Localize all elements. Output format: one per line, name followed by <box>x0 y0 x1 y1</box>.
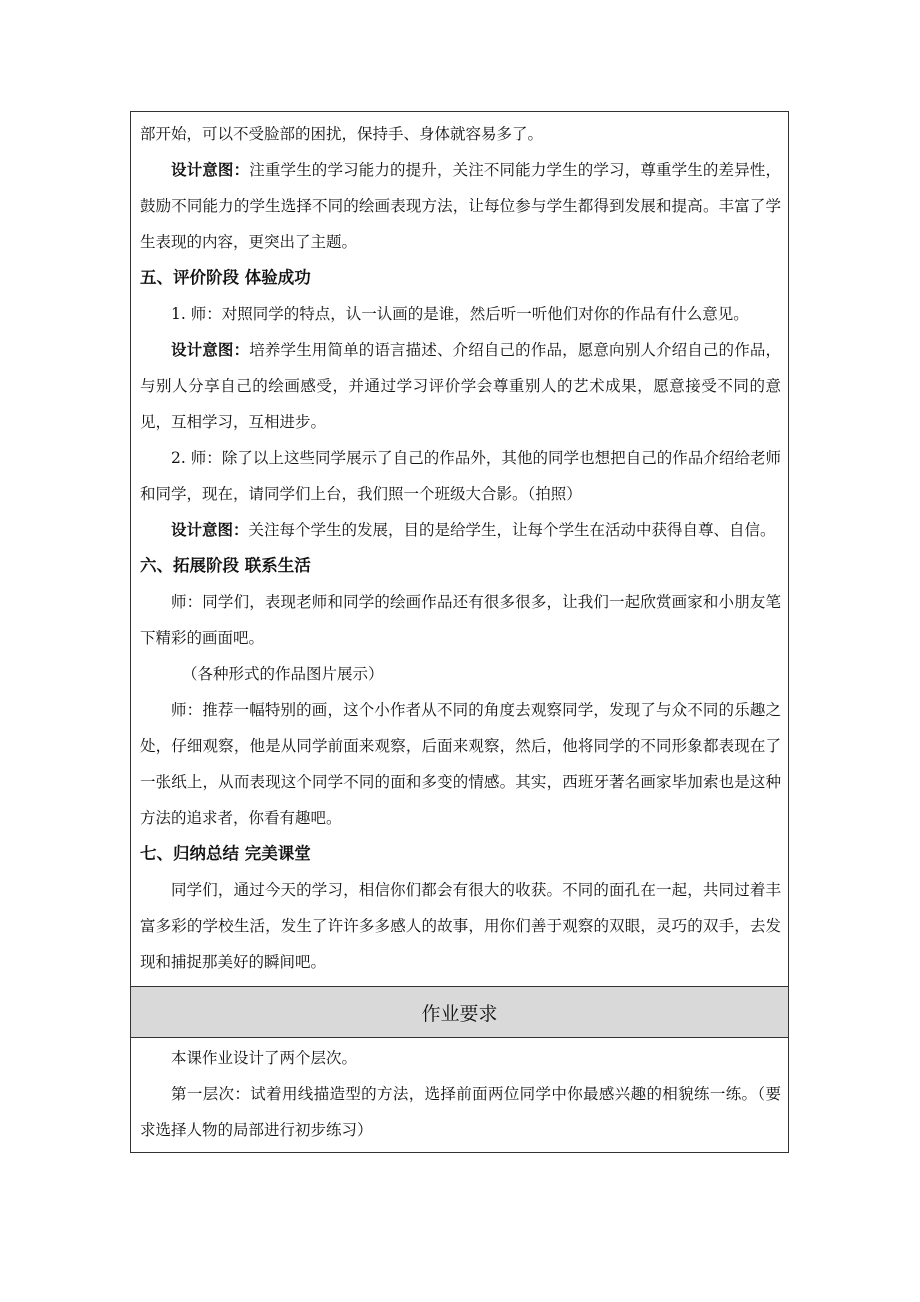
design-intent-label: 设计意图： <box>171 521 249 539</box>
design-intent-paragraph <box>140 152 781 260</box>
homework-title: 作业要求 <box>421 1002 498 1025</box>
paragraph: 同学们，通过今天的学习，相信你们都会有很大的收获。不同的面孔在一起，共同过着丰富多彩的学校生活，发生了许许多多感人的故事，用你们善于观察的双眼，灵巧的双手，去发现和捕捉那美好的瞬间吧。 <box>140 881 781 971</box>
paragraph: 部开始，可以不受脸部的困扰，保持手、身体就容易多了。 <box>140 125 544 143</box>
homework-content-cell <box>131 1038 788 1152</box>
design-intent-paragraph <box>140 512 781 548</box>
design-intent-label: 设计意图： <box>171 161 250 179</box>
design-intent-text: 注重学生的学习能力的提升，关注不同能力学生的学习，尊重学生的差异性，鼓励不同能力的学生选择不同的绘画表现方法，让每位参与学生都得到发展和提高。丰富了学生表现的内容，更突出了主题。 <box>140 161 781 251</box>
design-intent-text: 关注每个学生的发展，目的是给学生，让每个学生在活动中获得自尊、自信。 <box>248 521 776 539</box>
paragraph: 1. 师：对照同学的特点，认一认画的是谁，然后听一听他们对你的作品有什么意见。 <box>171 305 749 323</box>
section-heading-6: 六、拓展阶段 联系生活 <box>140 556 311 575</box>
homework-header <box>131 986 788 1038</box>
lesson-plan-table <box>130 111 789 1153</box>
paragraph: （各种形式的作品图片展示） <box>182 665 384 683</box>
section-heading-5: 五、评价阶段 体验成功 <box>140 268 311 287</box>
paragraph: 2. 师：除了以上这些同学展示了自己的作品外，其他的同学也想把自己的作品介绍给老师和同学，现在，请同学们上台，我们照一个班级大合影。（拍照） <box>140 449 781 503</box>
paragraph: 第一层次：试着用线描造型的方法，选择前面两位同学中你最感兴趣的相貌练一练。（要求选择人物的局部进行初步练习） <box>140 1085 781 1139</box>
lesson-content-cell <box>131 112 788 986</box>
section-heading-7: 七、归纳总结 完美课堂 <box>140 844 311 863</box>
design-intent-text: 培养学生用简单的语言描述、介绍自己的作品，愿意向别人介绍自己的作品，与别人分享自己的绘画感受，并通过学习评价学会尊重别人的艺术成果，愿意接受不同的意见，互相学习，互相进步。 <box>140 341 781 431</box>
design-intent-label: 设计意图： <box>171 341 250 359</box>
paragraph: 师：同学们，表现老师和同学的绘画作品还有很多很多，让我们一起欣赏画家和小朋友笔下精彩的画面吧。 <box>140 593 781 647</box>
paragraph: 师：推荐一幅特别的画，这个小作者从不同的角度去观察同学，发现了与众不同的乐趣之处，仔细观察，他是从同学前面来观察，后面来观察，然后，他将同学的不同形象都表现在了一张纸上，从而表现这个同学不同的面和多变的情感。其实，西班牙著名画家毕加索也是这种方法的追求者，你看有趣吧。 <box>140 701 781 827</box>
design-intent-paragraph <box>140 332 781 440</box>
paragraph: 本课作业设计了两个层次。 <box>171 1049 358 1067</box>
